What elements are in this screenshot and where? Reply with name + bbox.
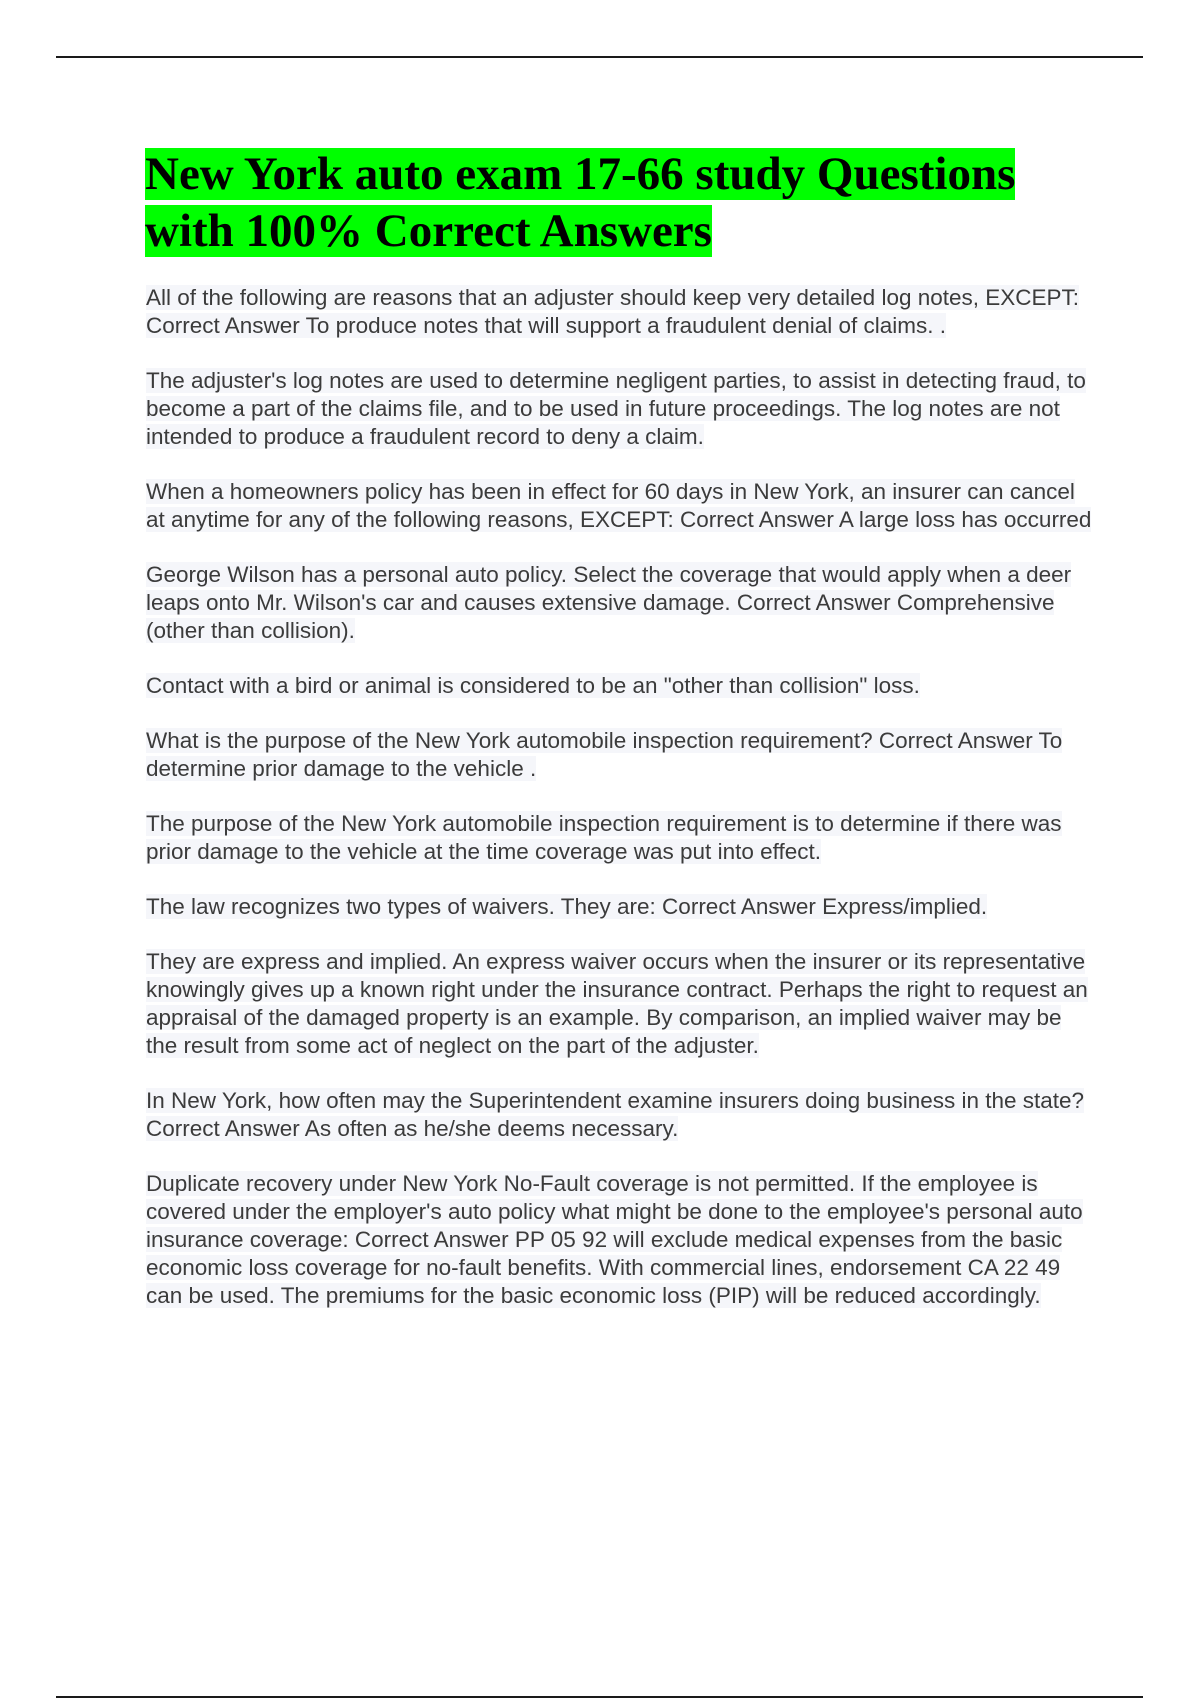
- paragraph-11-text: Duplicate recovery under New York No-Fault coverage is not permitted. If the employee is covered under the employer's auto policy what might be done to the employee's personal auto insurance coverage: Correct Answer PP 05 92 will exclude medical expenses from the basic economic loss coverage for no-fault benefits. With commercial lines, endorsement CA 22 49 can be used. The premiums for the basic economic loss (PIP) will be reduced accordingly.: [146, 1171, 1083, 1308]
- paragraph-3-text: When a homeowners policy has been in effect for 60 days in New York, an insurer can cancel at anytime for any of the following reasons, EXCEPT: Correct Answer A large loss has occurred: [146, 479, 1092, 532]
- paragraph-2: [146, 367, 1096, 451]
- paragraph-5-text: Contact with a bird or animal is considered to be an "other than collision" loss.: [146, 673, 920, 698]
- paragraph-5: [146, 672, 1096, 700]
- paragraph-6-text: What is the purpose of the New York automobile inspection requirement? Correct Answer To determine prior damage to the vehicle .: [146, 728, 1063, 781]
- bottom-rule: [56, 1696, 1143, 1698]
- paragraph-6: [146, 727, 1096, 783]
- document-body: [146, 284, 1096, 1337]
- paragraph-4: [146, 561, 1096, 645]
- paragraph-11: [146, 1170, 1096, 1310]
- paragraph-3: [146, 478, 1096, 534]
- paragraph-9: [146, 948, 1096, 1060]
- paragraph-1: [146, 284, 1096, 340]
- paragraph-10-text: In New York, how often may the Superintendent examine insurers doing business in the state? Correct Answer As often as he/she deems necessary.: [146, 1088, 1085, 1141]
- paragraph-7-text: The purpose of the New York automobile inspection requirement is to determine if there was prior damage to the vehicle at the time coverage was put into effect.: [146, 811, 1062, 864]
- paragraph-8-text: The law recognizes two types of waivers. They are: Correct Answer Express/implied.: [146, 894, 988, 919]
- paragraph-8: [146, 893, 1096, 921]
- top-rule: [56, 56, 1143, 58]
- paragraph-4-text: George Wilson has a personal auto policy. Select the coverage that would apply when a deer leaps onto Mr. Wilson's car and causes extensive damage. Correct Answer Comprehensive (other than collision).: [146, 562, 1072, 643]
- paragraph-10: [146, 1087, 1096, 1143]
- title-highlight: New York auto exam 17-66 study Questions with 100% Correct Answers: [145, 148, 1016, 257]
- paragraph-2-text: The adjuster's log notes are used to determine negligent parties, to assist in detecting fraud, to become a part of the claims file, and to be used in future proceedings. The log notes are not intended to produce a fraudulent record to deny a claim.: [146, 368, 1086, 449]
- paragraph-7: [146, 810, 1096, 866]
- document-title: [145, 146, 1095, 260]
- paragraph-9-text: They are express and implied. An express waiver occurs when the insurer or its representative knowingly gives up a known right under the insurance contract. Perhaps the right to request an appraisal of the damaged property is an example. By comparison, an implied waiver may be the result from some act of neglect on the part of the adjuster.: [146, 949, 1088, 1058]
- paragraph-1-text: All of the following are reasons that an adjuster should keep very detailed log notes, EXCEPT: Correct Answer To produce notes that will support a fraudulent denial of claims. .: [146, 285, 1080, 338]
